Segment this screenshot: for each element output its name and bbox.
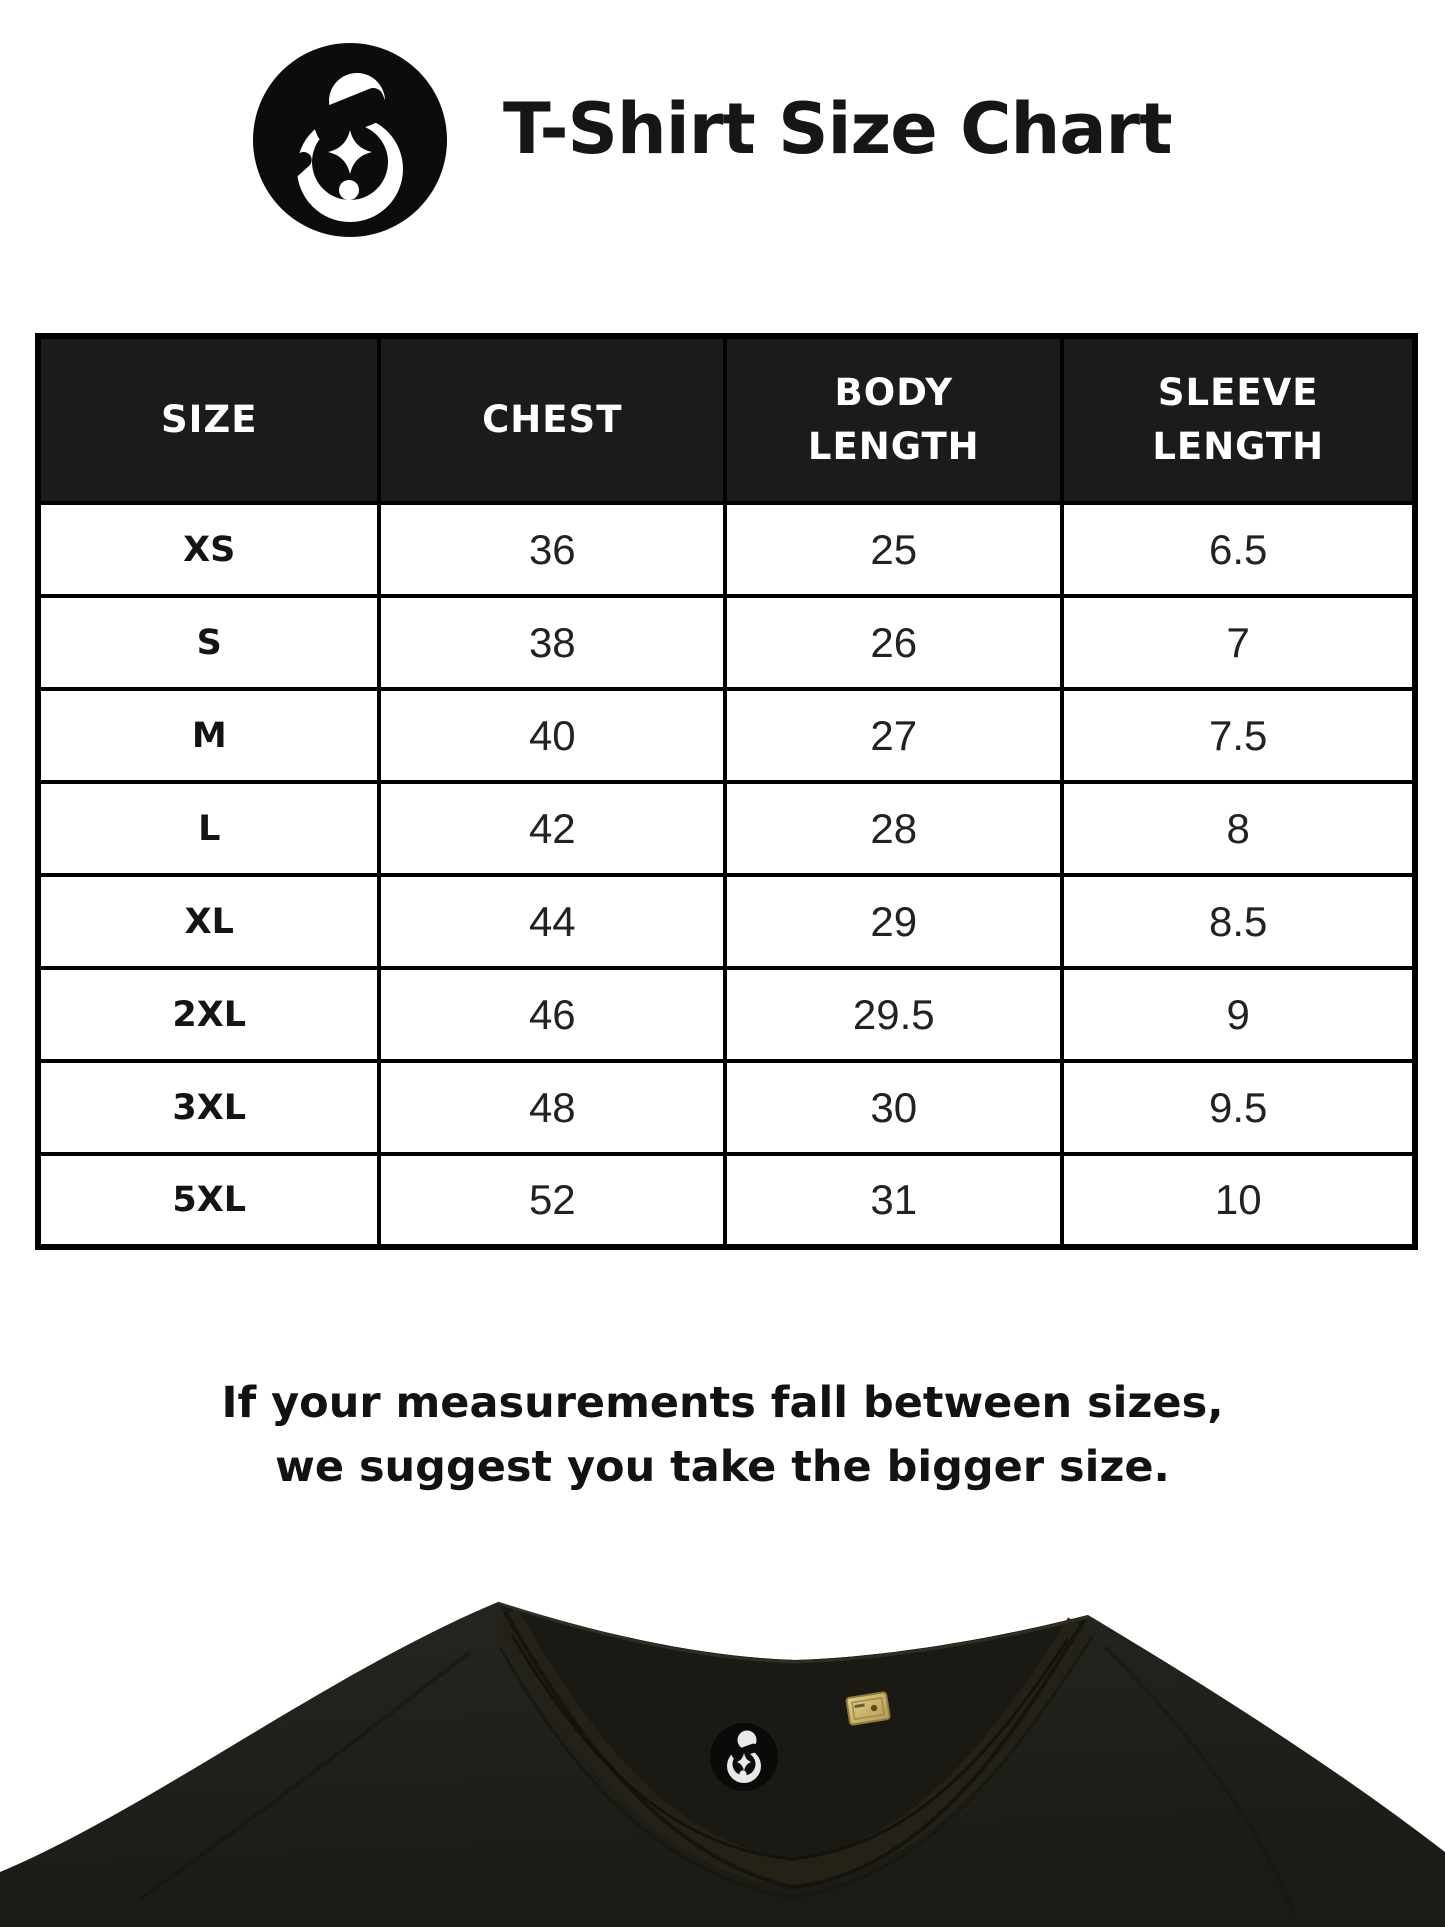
sleeve-length-value: 10 [1062,1154,1415,1247]
sleeve-length-value: 9 [1062,968,1415,1061]
body-length-value: 29.5 [725,968,1062,1061]
table-row-m [38,689,1415,782]
chest-value: 48 [379,1061,725,1154]
table-row-2xl [38,968,1415,1061]
sleeve-length-value: 7.5 [1062,689,1415,782]
chest-value: 44 [379,875,725,968]
body-length-value: 29 [725,875,1062,968]
chest-value: 46 [379,968,725,1061]
size-label: L [38,782,379,875]
size-label: S [38,596,379,689]
brand-logo-icon [248,40,452,240]
sizing-note [0,1372,1445,1499]
tshirt-collar-photo [0,1567,1445,1927]
col-header-chest: CHEST [379,336,725,503]
sleeve-length-value: 8.5 [1062,875,1415,968]
col-header-size: SIZE [38,336,379,503]
col-header-body-length: BODY LENGTH [725,336,1062,503]
table-row-3xl [38,1061,1415,1154]
table-row-l [38,782,1415,875]
body-length-value: 25 [725,503,1062,596]
size-label: XL [38,875,379,968]
sleeve-length-value: 7 [1062,596,1415,689]
sizing-note-line1: If your measurements fall between sizes, [221,1378,1224,1428]
size-label: XS [38,503,379,596]
chest-value: 38 [379,596,725,689]
body-length-value: 26 [725,596,1062,689]
care-tag [846,1692,890,1725]
chest-value: 40 [379,689,725,782]
size-table [35,333,1418,1250]
table-row-5xl [38,1154,1415,1247]
page-title: T-Shirt Size Chart [503,88,1172,170]
chest-value: 36 [379,503,725,596]
size-label: 5XL [38,1154,379,1247]
body-length-value: 30 [725,1061,1062,1154]
body-length-value: 31 [725,1154,1062,1247]
chest-value: 52 [379,1154,725,1247]
table-header-row [38,336,1415,503]
table-row-xl [38,875,1415,968]
size-label: 3XL [38,1061,379,1154]
neck-label-logo [710,1723,778,1791]
table-row-s [38,596,1415,689]
col-header-sleeve-length: SLEEVE LENGTH [1062,336,1415,503]
sleeve-length-value: 8 [1062,782,1415,875]
sleeve-length-value: 6.5 [1062,503,1415,596]
table-row-xs [38,503,1415,596]
sleeve-length-value: 9.5 [1062,1061,1415,1154]
body-length-value: 27 [725,689,1062,782]
chest-value: 42 [379,782,725,875]
sizing-note-line2: we suggest you take the bigger size. [275,1441,1170,1492]
body-length-value: 28 [725,782,1062,875]
size-label: 2XL [38,968,379,1061]
size-label: M [38,689,379,782]
